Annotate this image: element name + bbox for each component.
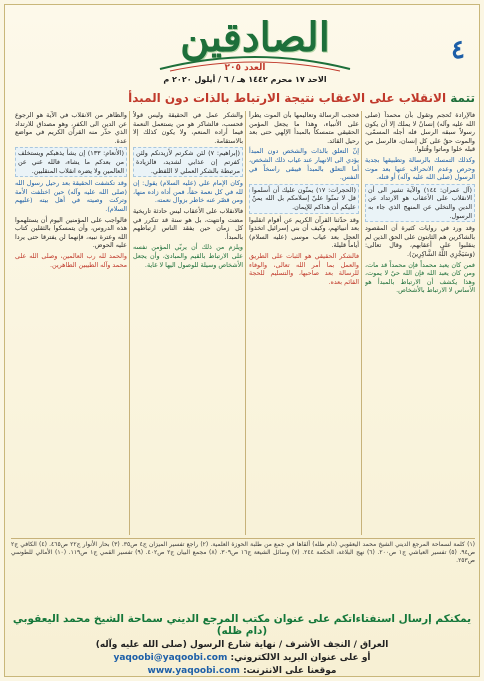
paragraph: والظاهر من الانقلاب في الآية هو الرجوع عن الدين الى الكفر، وهو مصداق للارتداد الذي حذّر منه القرآن الكريم في مواضع عدة.	[15, 111, 127, 145]
article-column-3	[133, 111, 243, 535]
article-column-1	[365, 111, 475, 535]
footer	[5, 611, 479, 677]
page-number: ٤	[451, 35, 465, 65]
paragraph: وقد تكشفت الحقيقة بعد رحيل رسول الله (صلى الله عليه وآله) حين اختلفت الأمة وتركت وصيته في أهل بيته (عليهم السلام).	[15, 179, 127, 213]
paragraph: (إبراهيم: ٧) لئن شكرتم لأزيدنكم ولئن كفرتم إن عذابي لشديد، فالزيادة مرتبطة بالشكر العملي لا اللفظي.	[133, 147, 243, 177]
issue-number: العدد ٢٠٥	[224, 63, 266, 73]
paragraph: وقد ورد في روايات كثيرة أن المقصود بالشاكرين هم الثابتون على الحق الذين لم ينقلبوا على أعقابهم، وقال تعالى: (وَسَيَجْزِي اللَّهُ الشَّاكِرِينَ).	[365, 224, 475, 258]
masthead-header	[5, 5, 479, 93]
paragraph: وقد حدّثنا القرآن الكريم عن أقوام انقلبوا بعد أنبيائهم، وكيف أن بني إسرائيل اتخذوا العجل بعد غياب موسى (عليه السلام) أياماً قليلة.	[249, 215, 359, 250]
website-link[interactable]: www.yaqoobi.com	[147, 666, 240, 676]
paragraph: (آل عمران: ١٤٤) والآية تشير الى أن الانقلاب على الأعقاب هو الارتداد عن الدين والتخلي عن المنهج الذي جاء به الرسول.	[365, 184, 475, 222]
paragraph: والحمد لله رب العالمين، وصلى الله على محمد وآله الطيبين الطاهرين.	[15, 251, 127, 269]
site-label: موقعنا على الانترنت:	[243, 666, 337, 676]
paragraph: فالشكر الحقيقي هو الثبات على الطريق والعمل بما أمر الله تعالى، والوفاء للرسالة بعد صاحبها، والتسليم للحجة القائم بعده.	[249, 251, 359, 286]
paragraph: فالانقلاب على الأعقاب ليس حادثة تاريخية مضت وانتهت، بل هو سنة قد تتكرر في كل زمان حين يفقد الناس ارتباطهم بالمبدأ.	[133, 206, 243, 241]
paragraph: (الأنعام: ١٣٣) إن يشأ يذهبكم ويستخلف من بعدكم ما يشاء، فالله غني عن العالمين ولا يضره انقلاب المنقلبين.	[15, 147, 127, 177]
footer-site-line	[5, 666, 479, 676]
paragraph: والشكر عمل في الحقيقة وليس قولاً فحسب، فالشاكر هو من يستعمل النعمة فيما أراده المنعم، ولا يكون كذلك إلا بالاستقامة.	[133, 111, 243, 145]
paragraph: فالواجب على المؤمنين اليوم أن يستلهموا هذه الدروس، وأن يتمسكوا بالثقلين كتاب الله وعترة نبيه، فإنهما لن يفترقا حتى يردا عليه الحوض.	[15, 215, 127, 250]
masthead-title: الصادقين	[180, 14, 330, 61]
email-link[interactable]: yaqoobi@yaqoobi.com	[113, 653, 228, 663]
footer-email-line	[5, 653, 479, 663]
headline-tag: تتمة	[450, 91, 475, 105]
article-headline	[9, 91, 475, 109]
column-divider	[245, 111, 246, 535]
column-divider	[361, 111, 362, 535]
column-divider	[129, 111, 130, 535]
headline-text: الانقلاب على الاعقاب نتيجة الارتباط بالذات دون المبدأ	[128, 91, 447, 105]
paragraph: (الحجرات: ١٧) يمنّون عليك أن أسلموا قل لا تمنّوا عليّ إسلامكم بل الله يمنّ عليكم أن هداكم للإيمان.	[249, 184, 359, 214]
footnotes: (١) كلمة لسماحة المرجع الديني الشيخ محمد اليعقوبي (دام ظله) ألقاها في جمع من طلبة الحوزة العلمية. (٢) راجع تفسير الميزان ج٤ ص٣٥. (٣) بحار الأنوار ج٢٢ ص٤٦٥. (٤) الكافي ج٢ ص٩٤. (٥) تفسير العياشي ج١ ص٢٠٠. (٦) نهج البلاغة، الحكمة ٢٤٤. (٧) وسائل الشيعة ج١٦ ص٣٠٩. (٨) مجمع البيان ج٢ ص٤٠٢. (٩) تفسير القمي ج١ ص١١٩. (١٠) الأمالي للطوسي ص٢٥٣.	[11, 538, 475, 608]
paragraph: فحجب الرسالة وتعاليمها بأن الموت يطرأ على الأنبياء، وهذا ما يجعل المؤمن الحقيقي متمسكاً بالمبدأ الإلهي حتى بعد رحيل القائد.	[249, 111, 359, 145]
footer-address: العراق / النجف الأشرف / نهاية شارع الرسول (صلى الله عليه وآله)	[95, 640, 389, 650]
paragraph: ويلزم من ذلك أن يربّي المؤمن نفسه على الارتباط بالقيم والمبادئ، وأن يجعل الأشخاص وسيلة للوصول اليها لا غاية.	[133, 243, 243, 269]
email-label: أو على عنوان البريد الالكتروني:	[230, 653, 371, 663]
article-columns	[11, 111, 475, 535]
date-line: الاحد ١٧ محرم ١٤٤٢ هـ / ٦ / أيلول ٢٠٢٠ م	[163, 75, 327, 84]
article-column-4	[15, 111, 127, 535]
paragraph: وكذلك التمسك بالرسالة وتطبيقها بجدية وحرص وعدم الانحراف عنها بعد موت الرسول (صلى الله عليه وآله) أو قتله.	[365, 155, 475, 182]
article-column-2	[249, 111, 359, 535]
paragraph: إنّ التعلق بالذات والشخص دون المبدأ يؤدي الى الانهيار عند غياب ذلك الشخص، أما التعلق بالمبدأ فيبقى راسخاً في النفس.	[249, 147, 359, 182]
paragraph: فمن كان يعبد محمداً فإن محمداً قد مات، ومن كان يعبد الله فإن الله حيٌ لا يموت، وهذا يكشف أن الارتباط بالمبدأ هو الأساس لا الارتباط بالأشخاص.	[365, 260, 475, 295]
paragraph: وكان الإمام علي (عليه السلام) يقول: إن لله في كل نعمة حقاً، فمن أداه زاده منها، ومن قصّر عنه خاطر بزوال نعمته.	[133, 179, 243, 205]
paragraph: فالإرادة تُحجم وتقول بأن محمداً (صلى الله عليه وآله) إنسانٌ لا يملك إلا أن يكون رسولاً سبقه الرسل فله أجله المسمّى، والموت حقٌ على كل إنسان، فالرسل من قبله خلوا وماتوا وقُتلوا.	[365, 111, 475, 154]
footer-contact-line: يمكنكم إرسال استفتاءاتكم على عنوان مكتب المرجع الديني سماحة الشيخ محمد اليعقوبي (دام ظله)	[12, 613, 472, 637]
newspaper-page	[4, 4, 480, 677]
